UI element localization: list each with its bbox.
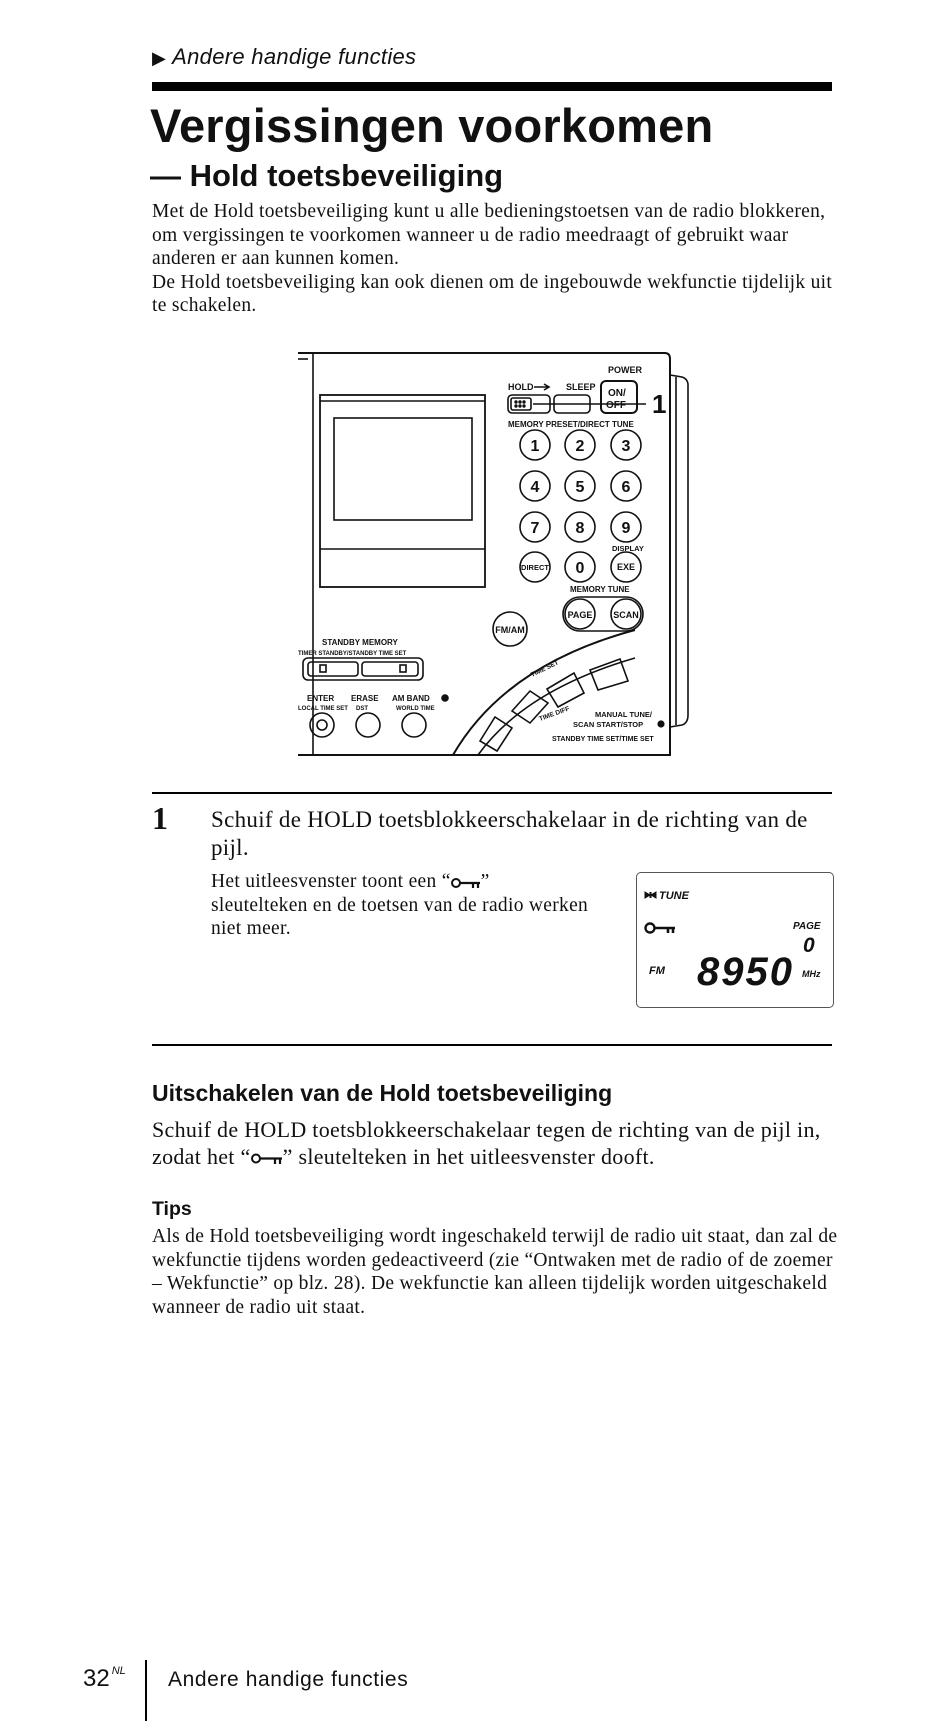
step-number: 1 [152, 800, 168, 836]
key-scan: SCAN [613, 610, 639, 620]
header-rule [152, 82, 832, 91]
intro-text [152, 200, 842, 318]
step-note-after: ” sleutelteken en de toetsen van de radio werken niet meer. [211, 871, 589, 939]
label-enter: ENTER [307, 694, 335, 703]
step-note-before: Het uitleesvenster toont een “ [211, 871, 451, 892]
label-erase: ERASE [351, 694, 379, 703]
lcd-band: FM [649, 965, 665, 977]
key-2: 2 [575, 438, 585, 455]
page-number-suffix: NL [111, 1665, 126, 1677]
release-text-before: Schuif de HOLD toetsblokkeerschakelaar tegen de richting van de pijl in, zodat het “ [152, 1117, 821, 1169]
label-standby-memory: STANDBY MEMORY [322, 638, 398, 647]
label-scan-start-stop: SCAN START/STOP [573, 720, 644, 729]
release-text-after: ” sleutelteken in het uitleesvenster dooft. [282, 1144, 655, 1169]
release-text [152, 1116, 842, 1170]
intro-paragraph-2: De Hold toetsbeveiliging kan ook dienen om de ingebouwde wekfunctie tijdelijk uit te schakelen. [152, 271, 833, 316]
label-time-diff: TIME DIFF [538, 705, 571, 723]
label-off: OFF [606, 400, 626, 411]
label-manual-tune: MANUAL TUNE/ [595, 710, 652, 719]
key-6: 6 [621, 479, 631, 496]
lcd-unit: MHz [802, 969, 821, 979]
key-exe: EXE [616, 562, 636, 572]
label-memory-tune: MEMORY TUNE [570, 585, 630, 594]
lcd-page-value: 0 [803, 934, 815, 957]
label-sleep: SLEEP [566, 382, 596, 392]
key-direct: DIRECT [521, 563, 549, 572]
label-time-set: TIME SET [529, 659, 560, 679]
lcd-frequency: 8950 [697, 950, 794, 994]
page-number [83, 1665, 126, 1693]
key-3: 3 [621, 438, 631, 455]
triangle-icon: ▶ [152, 48, 167, 68]
key-9: 9 [621, 520, 631, 537]
footer-section: Andere handige functies [168, 1668, 409, 1691]
step-note [211, 870, 591, 941]
tips-text: Als de Hold toetsbeveiliging wordt ingeschakeld terwijl de radio uit staat, dan zal de wekfunctie tijdens worden gedeactiveerd (zie “Ontwaken met de radio of de zoemer – Wekfunctie” op blz. 28). De wekfunctie kan alleen tijdelijk worden uitgeschakeld wanneer de radio uit staat. [152, 1226, 838, 1318]
label-timer-row: TIMER STANDBY/STANDBY TIME SET [298, 651, 407, 657]
label-local-time-set: LOCAL TIME SET [298, 706, 348, 712]
key-1: 1 [530, 438, 540, 455]
step-rule-top [152, 792, 832, 794]
key-5: 5 [575, 479, 585, 496]
tips-heading: Tips [152, 1198, 192, 1220]
label-on: ON/ [608, 388, 626, 399]
lcd-page-label: PAGE [793, 921, 821, 932]
intro-paragraph-1: Met de Hold toetsbeveiliging kunt u alle bedieningstoetsen van de radio blokkeren, om vergissingen te voorkomen wanneer u de radio meedraagt of gebruikt waar anderen er aan kunnen komen. [152, 201, 826, 269]
lcd-display [636, 872, 834, 1008]
label-am-band: AM BAND [392, 694, 430, 703]
label-standby-time-set: STANDBY TIME SET/TIME SET [552, 736, 654, 743]
label-dst: DST [356, 706, 368, 712]
key-icon [251, 1152, 283, 1165]
radio-illustration [290, 345, 750, 765]
lcd-tune: TUNE [659, 890, 689, 902]
label-world-time: WORLD TIME [396, 706, 435, 712]
page-subtitle: — Hold toetsbeveiliging [150, 158, 504, 193]
key-page: PAGE [567, 610, 593, 620]
tune-icon [645, 892, 656, 898]
section-label [152, 44, 416, 70]
release-heading: Uitschakelen van de Hold toetsbeveiliging [152, 1080, 613, 1106]
label-memory-preset: MEMORY PRESET/DIRECT TUNE [508, 420, 634, 429]
key-8: 8 [575, 520, 585, 537]
label-display: DISPLAY [612, 544, 644, 553]
step-rule-bottom [152, 1044, 832, 1046]
key-0: 0 [575, 560, 585, 577]
key-icon [451, 877, 481, 889]
footer-rule [145, 1660, 147, 1721]
key-7: 7 [530, 520, 540, 537]
label-power: POWER [608, 365, 643, 375]
lcd-key-icon [646, 924, 676, 934]
page-number-value: 32 [83, 1665, 110, 1692]
section-label-text: Andere handige functies [172, 44, 417, 69]
figure-callout: 1 [652, 389, 667, 419]
step-instruction: Schuif de HOLD toetsblokkeerschakelaar in de richting van de pijl. [211, 807, 808, 860]
key-4: 4 [530, 479, 540, 496]
key-fmam: FM/AM [495, 625, 525, 635]
page-title: Vergissingen voorkomen [150, 99, 714, 152]
label-hold: HOLD [508, 382, 534, 392]
